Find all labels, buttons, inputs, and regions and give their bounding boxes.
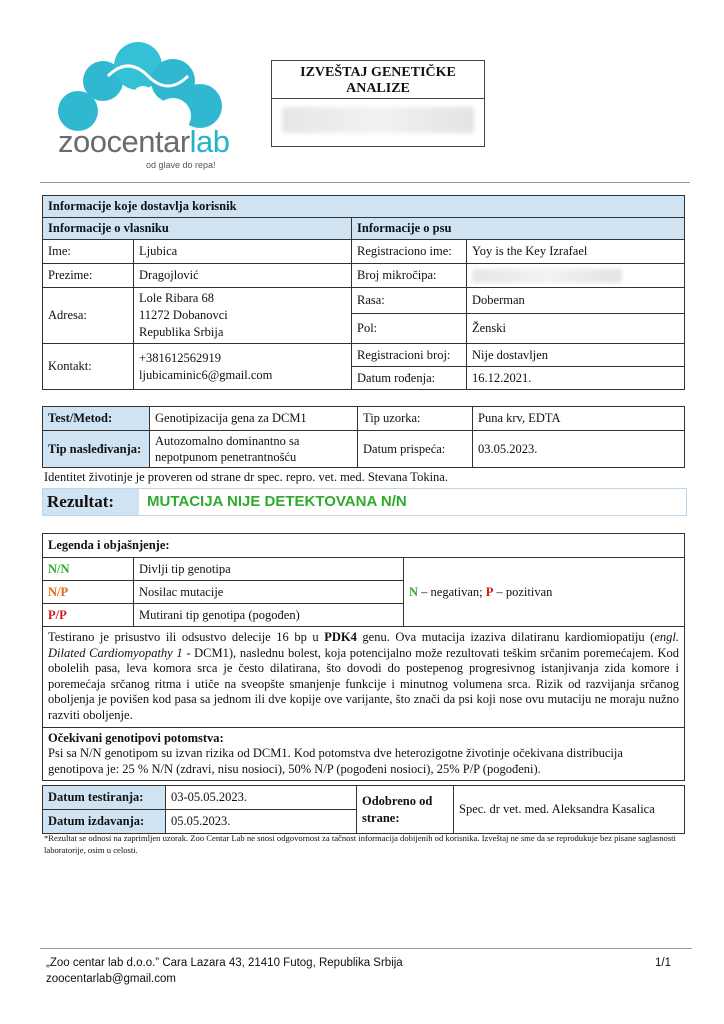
test-table xyxy=(42,406,685,468)
reg-name-value: Yoy is the Key Izrafael xyxy=(467,240,685,264)
method-value: Genotipizacija gena za DCM1 xyxy=(150,407,358,431)
inheritance-line1: Autozomalno dominantno sa xyxy=(155,434,300,448)
info-header: Informacije koje dostavlja korisnik xyxy=(43,196,685,218)
explanation xyxy=(43,627,685,728)
reg-no-value: Nije dostavljen xyxy=(467,344,685,367)
legend-code-nn: N/N xyxy=(43,558,134,581)
breed-value: Doberman xyxy=(467,288,685,314)
footer-email: zoocentarlab@gmail.com xyxy=(46,973,176,985)
legend-code-pp: P/P xyxy=(43,604,134,627)
email-value: ljubicaminic6@gmail.com xyxy=(139,367,273,382)
legend-header: Legenda i objašnjenje: xyxy=(43,534,685,558)
address-line2: 11272 Dobanovci xyxy=(139,308,228,322)
footer-company: „Zoo centar lab d.o.o.” Cara Lazara 43, 21410 Futog, Republika Srbija xyxy=(46,957,403,969)
footer-divider xyxy=(40,948,692,949)
received-label: Datum prispeća: xyxy=(358,431,473,468)
dob-label: Datum rođenja: xyxy=(352,367,467,390)
result-row xyxy=(42,488,687,516)
redacted-chip xyxy=(472,269,622,283)
address-value xyxy=(134,288,352,344)
logo-wordmark: zoocentarlab xyxy=(58,124,230,159)
last-name-value: Dragojlović xyxy=(134,264,352,288)
legend-key xyxy=(404,558,685,627)
title-box xyxy=(271,60,485,147)
legend-code-np: N/P xyxy=(43,581,134,604)
offspring-text: Psi sa N/N genotipom su izvan rizika od DCM1. Kod potomstva dve heterozigotne životinje očekivana distribucija genotipova je: 25 % N/N (zdravi, nisu nosioci), 50% N/P (pogođeni nosioci), 25% P/P (pogođeni). xyxy=(48,746,623,776)
legend-desc-nn: Divlji tip genotipa xyxy=(134,558,404,581)
logo-dna-icon xyxy=(48,36,263,136)
sex-value: Ženski xyxy=(467,314,685,344)
legend-key-p: P xyxy=(485,584,494,599)
offspring xyxy=(43,727,685,781)
redacted-field xyxy=(282,107,474,133)
dob-value: 16.12.2021. xyxy=(467,367,685,390)
phone-value: +381612562919 xyxy=(139,350,222,365)
legend-key-n-text: – negativan; xyxy=(418,584,486,599)
legend-desc-np: Nosilac mutacije xyxy=(134,581,404,604)
testing-label: Datum testiranja: xyxy=(43,786,166,810)
explanation-gene: PDK4 xyxy=(324,630,357,644)
chip-value xyxy=(467,264,685,288)
explanation-italic: engl. Dilated Cardiomyopathy 1 xyxy=(48,630,679,660)
explanation-p1: Testirano je prisustvo ili odsustvo delecije 16 bp u xyxy=(48,630,325,644)
explanation-p3: - DCM1), naslednu bolest, koja potencijalno može rezultovati teškim srčanim poremećajem. Kod obolelih pasa, leva komora srca je često dilatirana, što dovodi do postepenog progresivnog istanjivanja zida komore i poremećaja srčanog ritma i utiče na sveopšte smanjenje funkcije i minutnog volumena srca. Rizik od razvijanja srčanog oboljenja je povišen kod pasa sa jednom ili dve kopije ove varijante, što znači da psi koji nose ovu mutaciju ne moraju nužno razviti oboljenje. xyxy=(48,645,680,722)
logo xyxy=(48,36,263,176)
testing-value: 03-05.05.2023. xyxy=(166,786,357,810)
first-name-label: Ime: xyxy=(43,240,134,264)
legend-desc-pp: Mutirani tip genotipa (pogođen) xyxy=(134,604,404,627)
disclaimer: *Rezultat se odnosi na zaprimljen uzorak. Zoo Centar Lab ne snosi odgovornost za tačnost informacija dobijenih od korisnika. Izveštaj ne sme da se reprodukuje bez pisane saglasnosti laboratorije, osim u celosti. xyxy=(44,833,676,855)
offspring-header: Očekivani genotipovi potomstva: xyxy=(48,730,224,745)
header-divider xyxy=(40,182,690,183)
address-label: Adresa: xyxy=(43,288,134,344)
chip-label: Broj mikročipa: xyxy=(352,264,467,288)
explanation-p2: genu. Ova mutacija izaziva dilatiranu kardiomiopatiju ( xyxy=(356,630,655,644)
owner-header: Informacije o vlasniku xyxy=(43,218,352,240)
legend-key-p-text: – pozitivan xyxy=(493,584,553,599)
info-table xyxy=(42,195,685,390)
legend-table xyxy=(42,533,685,781)
result-value: MUTACIJA NIJE DETEKTOVANA N/N xyxy=(147,493,407,510)
approved-value: Spec. dr vet. med. Aleksandra Kasalica xyxy=(454,786,685,834)
contact-value xyxy=(134,344,352,390)
legend-key-n: N xyxy=(409,584,419,599)
logo-tagline: od glave do repa! xyxy=(146,160,216,170)
sample-label: Tip uzorka: xyxy=(358,407,473,431)
inheritance-line2: nepotpunom penetrantnošću xyxy=(155,450,297,464)
inheritance-value xyxy=(150,431,358,468)
issued-value: 05.05.2023. xyxy=(166,810,357,834)
sample-value: Puna krv, EDTA xyxy=(473,407,685,431)
page-number: 1/1 xyxy=(655,957,671,969)
dog-header: Informacije o psu xyxy=(352,218,685,240)
received-value: 03.05.2023. xyxy=(473,431,685,468)
method-label: Test/Metod: xyxy=(43,407,150,431)
breed-label: Rasa: xyxy=(352,288,467,314)
reg-no-label: Registracioni broj: xyxy=(352,344,467,367)
result-label: Rezultat: xyxy=(43,489,139,515)
last-name-label: Prezime: xyxy=(43,264,134,288)
address-line1: Lole Ribara 68 xyxy=(139,291,214,305)
address-line3: Republika Srbija xyxy=(139,325,224,339)
approved-label: Odobreno od strane: xyxy=(357,786,454,834)
reg-name-label: Registraciono ime: xyxy=(352,240,467,264)
dates-table xyxy=(42,785,685,834)
identity-note: Identitet životinje je proveren od strane dr spec. repro. vet. med. Stevana Tokina. xyxy=(44,470,448,484)
issued-label: Datum izdavanja: xyxy=(43,810,166,834)
contact-label: Kontakt: xyxy=(43,344,134,390)
first-name-value: Ljubica xyxy=(134,240,352,264)
sex-label: Pol: xyxy=(352,314,467,344)
page-title: IZVEŠTAJ GENETIČKE ANALIZE xyxy=(272,61,484,99)
inheritance-label: Tip nasleđivanja: xyxy=(43,431,150,468)
